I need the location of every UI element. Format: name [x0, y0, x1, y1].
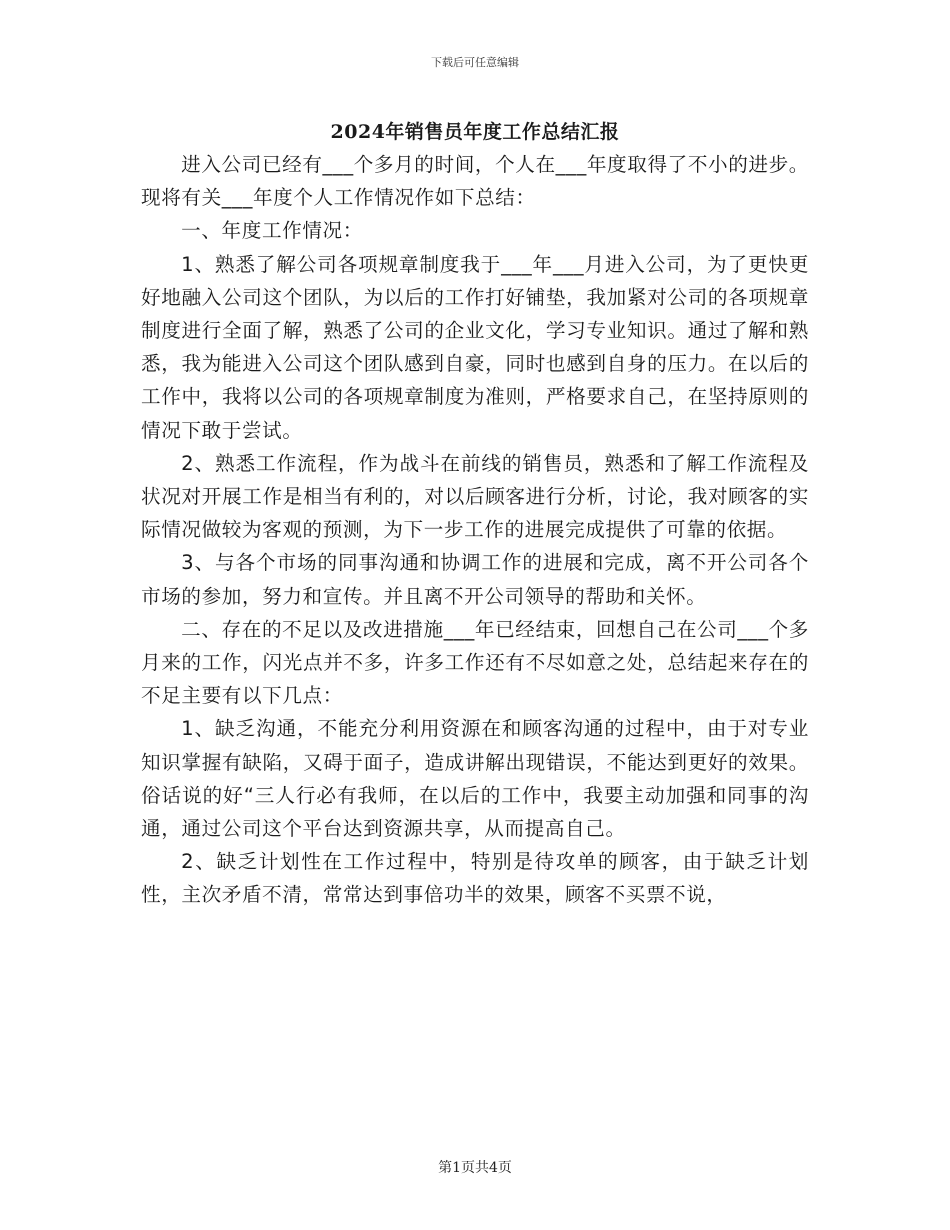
paragraph-shortcoming-2: 2、缺乏计划性在工作过程中，特别是待攻单的顾客，由于缺乏计划性，主次矛盾不清，常常达到事倍功半的效果，顾客不买票不说， [141, 850, 809, 907]
page-footer: 第1页共4页 [438, 1160, 512, 1176]
header-note: 下载后可任意编辑 [431, 56, 519, 69]
paragraph-section-2: 二、存在的不足以及改进措施___年已经结束，回想自己在公司___个多月来的工作，闪光点并不多，许多工作还有不尽如意之处，总结起来存在的不足主要有以下几点： [141, 617, 809, 708]
paragraph-item-3: 3、与各个市场的同事沟通和协调工作的进展和完成，离不开公司各个市场的参加，努力和宣传。并且离不开公司领导的帮助和关怀。 [141, 551, 809, 608]
paragraph-section-1-heading: 一、年度工作情况： [181, 219, 363, 243]
paragraph-intro: 进入公司已经有___个多月的时间，个人在___年度取得了不小的进步。现将有关___年度个人工作情况作如下总结： [141, 153, 809, 210]
paragraph-item-1: 1、熟悉了解公司各项规章制度我于___年___月进入公司，为了更快更好地融入公司这个团队，为以后的工作打好铺垫，我加紧对公司的各项规章制度进行全面了解，熟悉了公司的企业文化，学习专业知识。通过了解和熟悉，我为能进入公司这个团队感到自豪，同时也感到自身的压力。在以后的工作中，我将以公司的各项规章制度为准则，严格要求自己，在坚持原则的情况下敢于尝试。 [141, 252, 809, 442]
paragraph-shortcoming-1: 1、缺乏沟通，不能充分利用资源在和顾客沟通的过程中，由于对专业知识掌握有缺陷，又碍于面子，造成讲解出现错误，不能达到更好的效果。俗话说的好“三人行必有我师，在以后的工作中，我要主动加强和同事的沟通，通过公司这个平台达到资源共享，从而提高自己。 [141, 717, 809, 841]
paragraph-item-2: 2、熟悉工作流程，作为战斗在前线的销售员，熟悉和了解工作流程及状况对开展工作是相当有利的，对以后顾客进行分析，讨论，我对顾客的实际情况做较为客观的预测，为下一步工作的进展完成提供了可靠的依据。 [141, 451, 809, 542]
document-body [141, 148, 809, 912]
document-title: 2024年销售员年度工作总结汇报 [330, 121, 620, 143]
